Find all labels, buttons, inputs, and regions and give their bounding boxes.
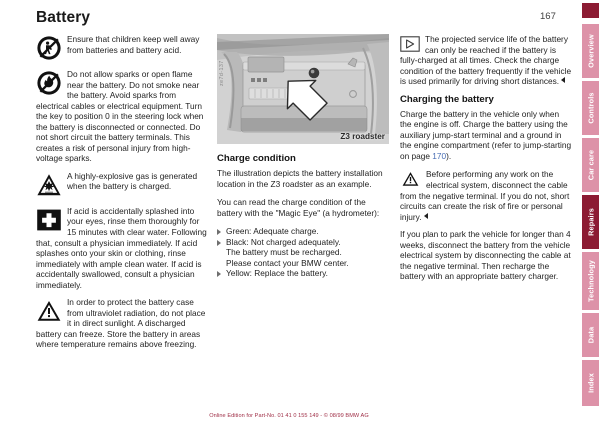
charge-condition-heading: Charge condition — [217, 153, 296, 164]
list-item-label: Green: Adequate charge. — [226, 226, 319, 237]
list-item — [217, 237, 389, 269]
page-number: 167 — [540, 11, 556, 22]
charging-the-battery-heading: Charging the battery — [400, 93, 494, 105]
note-explosion-hazard — [36, 171, 208, 199]
page-reference-link[interactable]: 170 — [432, 150, 447, 161]
note-text: Ensure that children keep well away from batteries and battery acid. — [67, 34, 200, 55]
note-text — [400, 34, 572, 87]
sidebar-item-index[interactable] — [582, 360, 599, 406]
note-uv-freezing — [36, 297, 208, 350]
footer-edition-notice: Online Edition for Part-No. 01 41 0 155 149 - © 08/99 BMW AG — [209, 413, 369, 419]
charge-condition-paragraph-1: The illustration depicts the battery installation location in the Z3 roadster as an example. — [217, 168, 383, 189]
right-column — [400, 34, 572, 290]
no-children-icon — [36, 35, 62, 61]
list-item — [217, 226, 389, 237]
note-text: A highly-explosive gas is generated when the battery is charged. — [67, 170, 198, 192]
sidebar-item-car-care[interactable] — [582, 138, 599, 192]
note-acid-first-aid — [36, 206, 208, 290]
explosion-hazard-icon — [36, 172, 62, 198]
chapter-tab-rail — [581, 0, 600, 426]
tab-rail-top-marker — [582, 3, 599, 18]
list-item-continuation: Please contact your BMW center. — [226, 257, 349, 268]
list-item — [217, 268, 389, 279]
note-text: If acid is accidentally splashed into your eyes, rinse them thoroughly for 15 minutes with clear water. Following that, consult a physician immediately. If acid splashes onto your skin or clothing, rinse immediately with ample clean water. If acid is accidentally swallowed, consult a physician immediately. — [36, 205, 207, 290]
warning-triangle-icon — [400, 170, 421, 188]
note-text — [400, 169, 572, 222]
warning-triangle-icon — [36, 298, 62, 324]
tab-label: Overview — [586, 34, 595, 68]
charge-condition-paragraph-2: You can read the charge condition of the battery with the "Magic Eye" (a hydrometer): — [217, 197, 380, 218]
charging-paragraph — [400, 109, 572, 162]
tab-label: Index — [586, 373, 595, 393]
sidebar-item-data[interactable] — [582, 313, 599, 357]
parking-paragraph: If you plan to park the vehicle for longer than 4 weeks, disconnect the battery from the vehicle electrical system by disconnecting the cable at the negative terminal. Then recharge the battery with an appropriate battery charger. — [400, 229, 571, 282]
note-triangle-icon — [400, 36, 420, 52]
sidebar-item-controls[interactable] — [582, 81, 599, 135]
tab-label: Repairs — [586, 208, 595, 236]
triangle-bullet-icon — [217, 271, 221, 277]
left-column — [36, 34, 208, 357]
note-no-children — [36, 34, 208, 62]
note-electrical-work-warning — [400, 169, 572, 222]
sidebar-item-technology[interactable] — [582, 252, 599, 310]
first-aid-icon — [36, 207, 62, 233]
list-item-label: Black: Not charged adequately. — [226, 236, 341, 247]
magic-eye-color-list — [217, 226, 389, 279]
sidebar-item-overview[interactable] — [582, 24, 599, 78]
tab-label: Data — [586, 326, 595, 344]
note-text: In order to protect the battery case from ultraviolet radiation, do not place it in direct sunlight. A discharged battery can freeze. Store the battery in areas where temperature remains above freezing. — [36, 297, 206, 350]
charging-paragraph-part-b: ). — [446, 150, 452, 161]
middle-column — [217, 34, 389, 287]
note-no-open-flame — [36, 69, 208, 164]
charging-paragraph-part-a: Charge the battery in the vehicle only when the engine is off. Charge the battery using the auxiliary jump-start terminal and a ground in the engine compartment (refer to jump-starting on page — [400, 108, 572, 161]
film-code: ze7d-137 — [219, 60, 225, 86]
list-item-label: Yellow: Replace the battery. — [226, 268, 328, 279]
note-text: Do not allow sparks or open flame near the battery. Do not smoke near the battery. Avoid sparks from electrical cables or electrical equipment. Turn the key to position 0 in the steering lock when the battery is disconnected or connected. Do not short circuit the battery terminals. This creates a risk of personal injury from high-voltage sparks. — [36, 69, 204, 164]
end-of-note-marker — [561, 77, 565, 83]
page-title: Battery — [36, 9, 91, 26]
triangle-bullet-icon — [217, 240, 221, 246]
note-service-life — [400, 34, 572, 87]
tab-label: Car care — [586, 149, 595, 181]
tab-label: Controls — [586, 92, 595, 124]
tab-label: Technology — [586, 260, 595, 302]
illustration-caption: Z3 roadster — [340, 132, 385, 141]
list-item-continuation: The battery must be recharged. — [226, 247, 342, 258]
sidebar-item-repairs[interactable] — [582, 195, 599, 249]
no-open-flame-icon — [36, 70, 62, 96]
note-text-span: Before performing any work on the electrical system, disconnect the cable from the negative terminal. If you do not, short circuits can create the risk of fire or personal injury. — [400, 169, 570, 222]
end-of-note-marker — [424, 213, 428, 219]
battery-location-illustration — [217, 34, 389, 144]
note-text-span: The projected service life of the battery can only be reached if the battery is fully-charged at all times. Check the charge condition of the battery frequently if the vehicle is used primarily for driving short distances. — [400, 34, 572, 87]
triangle-bullet-icon — [217, 229, 221, 235]
